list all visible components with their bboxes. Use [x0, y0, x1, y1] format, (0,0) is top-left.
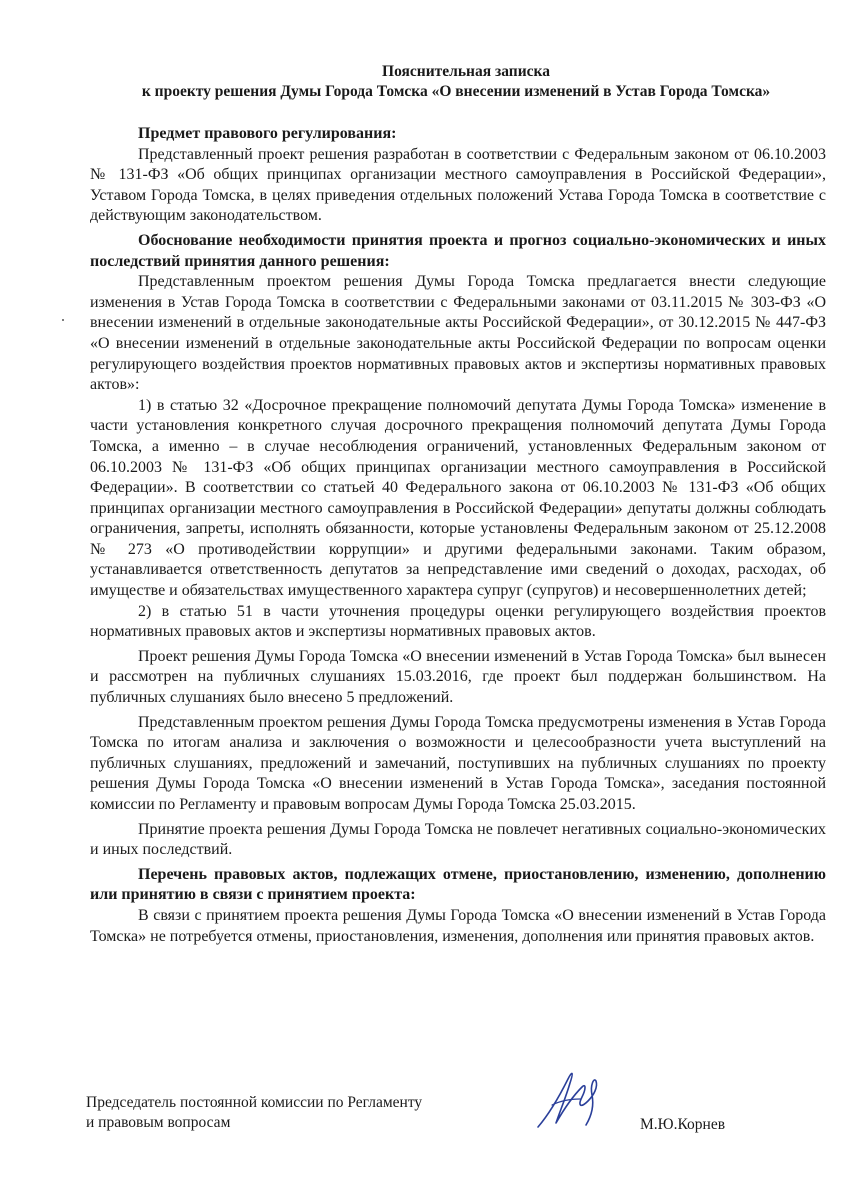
handwritten-signature — [530, 1065, 630, 1135]
signatory-name: М.Ю.Корнев — [640, 1116, 726, 1133]
paragraph-changes: Представленным проектом решения Думы Города Томска предусмотрены изменения в Устав Города Томска по итогам анализа и заключения о возможности и целесообразности учета выступлений на публичных слушаниях, предложений и замечаний, поступивших на публичных слушаниях по проекту решения Думы Города Томска «О внесении изменений в Устав Города Томска», заседания постоянной комиссии по Регламенту и правовым вопросам Думы Города Томска 25.03.2015. — [90, 713, 826, 813]
paragraph-item-1: 1) в статью 32 «Досрочное прекращение полномочий депутата Думы Города Томска» изменение в части установления конкретного случая досрочного прекращения полномочий депутата Думы Города Томска, а именно – в случае несоблюдения ограничений, установленных Федеральным законом от 06.10.2003 № 131-ФЗ «Об общих принципах организации местного самоуправления в Российской Федерации». В соответствии со статьей 40 Федерального закона от 06.10.2003 № 131-ФЗ «Об общих принципах организации местного самоуправления в Российской Федерации» депутаты должны соблюдать ограничения, запреты, исполнять обязанности, которые установлены Федеральным законом от 25.12.2008 № 273 «О противодействии коррупции» и другими федеральными законами. Таким образом, устанавливается ответственность депутатов за непредставление ими сведений о доходах, расходах, об имуществе и обязательствах имущественного характера супруг (супругов) и несовершеннолетних детей; — [90, 396, 826, 600]
document-body — [90, 120, 826, 947]
paragraph-hearings: Проект решения Думы Города Томска «О внесении изменений в Устав Города Томска» был вынесен и рассмотрен на публичных слушаниях 15.03.2016, где проект был поддержан большинством. На публичных слушаниях было внесено 5 предложений. — [90, 647, 826, 707]
title-line-2: к проекту решения Думы Города Томска «О внесении изменений в Устав Города Томска» — [141, 83, 771, 100]
section-heading-acts-list: Перечень правовых актов, подлежащих отмене, приостановлению, изменению, дополнению или принятию в связи с принятием проекта: — [90, 865, 826, 904]
paragraph-item-2: 2) в статью 51 в части уточнения процедуры оценки регулирующего воздействия проектов нормативных правовых актов и экспертизы нормативных правовых актов. — [90, 602, 826, 641]
paragraph-acts: В связи с принятием проекта решения Думы Города Томска «О внесении изменений в Устав Города Томска» не потребуется отмены, приостановления, изменения, дополнения или принятия правовых актов. — [90, 906, 826, 945]
section-heading-justification: Обоснование необходимости принятия проекта и прогноз социально-экономических и иных последствий принятия данного решения: — [90, 231, 826, 270]
paragraph-subject: Представленный проект решения разработан в соответствии с Федеральным законом от 06.10.2003 № 131-ФЗ «Об общих принципах организации местного самоуправления в Российской Федерации», Уставом Города Томска, в целях приведения отдельных положений Устава Города Томска в соответствие с действующим законодательством. — [90, 145, 826, 225]
scan-speck — [62, 319, 64, 321]
document-title — [86, 62, 826, 102]
signature-block — [86, 1093, 826, 1153]
title-line-1: Пояснительная записка — [382, 63, 550, 80]
paragraph-consequences: Принятие проекта решения Думы Города Томска не повлечет негативных социально-экономических и иных последствий. — [90, 820, 826, 859]
signatory-position — [86, 1093, 486, 1133]
signatory-position-line-2: и правовым вопросам — [86, 1114, 231, 1131]
section-heading-subject: Предмет правового регулирования: — [138, 125, 397, 142]
signatory-position-line-1: Председатель постоянной комиссии по Регламенту — [86, 1094, 423, 1111]
paragraph-proposal: Представленным проектом решения Думы Города Томска предлагается внести следующие изменения в Устав Города Томска в соответствии с Федеральными законами от 03.11.2015 № 303-ФЗ «О внесении изменений в отдельные законодательные акты Российской Федерации», от 30.12.2015 № 447-ФЗ «О внесении изменений в отдельные законодательные акты Российской Федерации по вопросам оценки регулирующего воздействия проектов нормативных правовых актов и экспертизы нормативных правовых актов»: — [90, 273, 826, 394]
